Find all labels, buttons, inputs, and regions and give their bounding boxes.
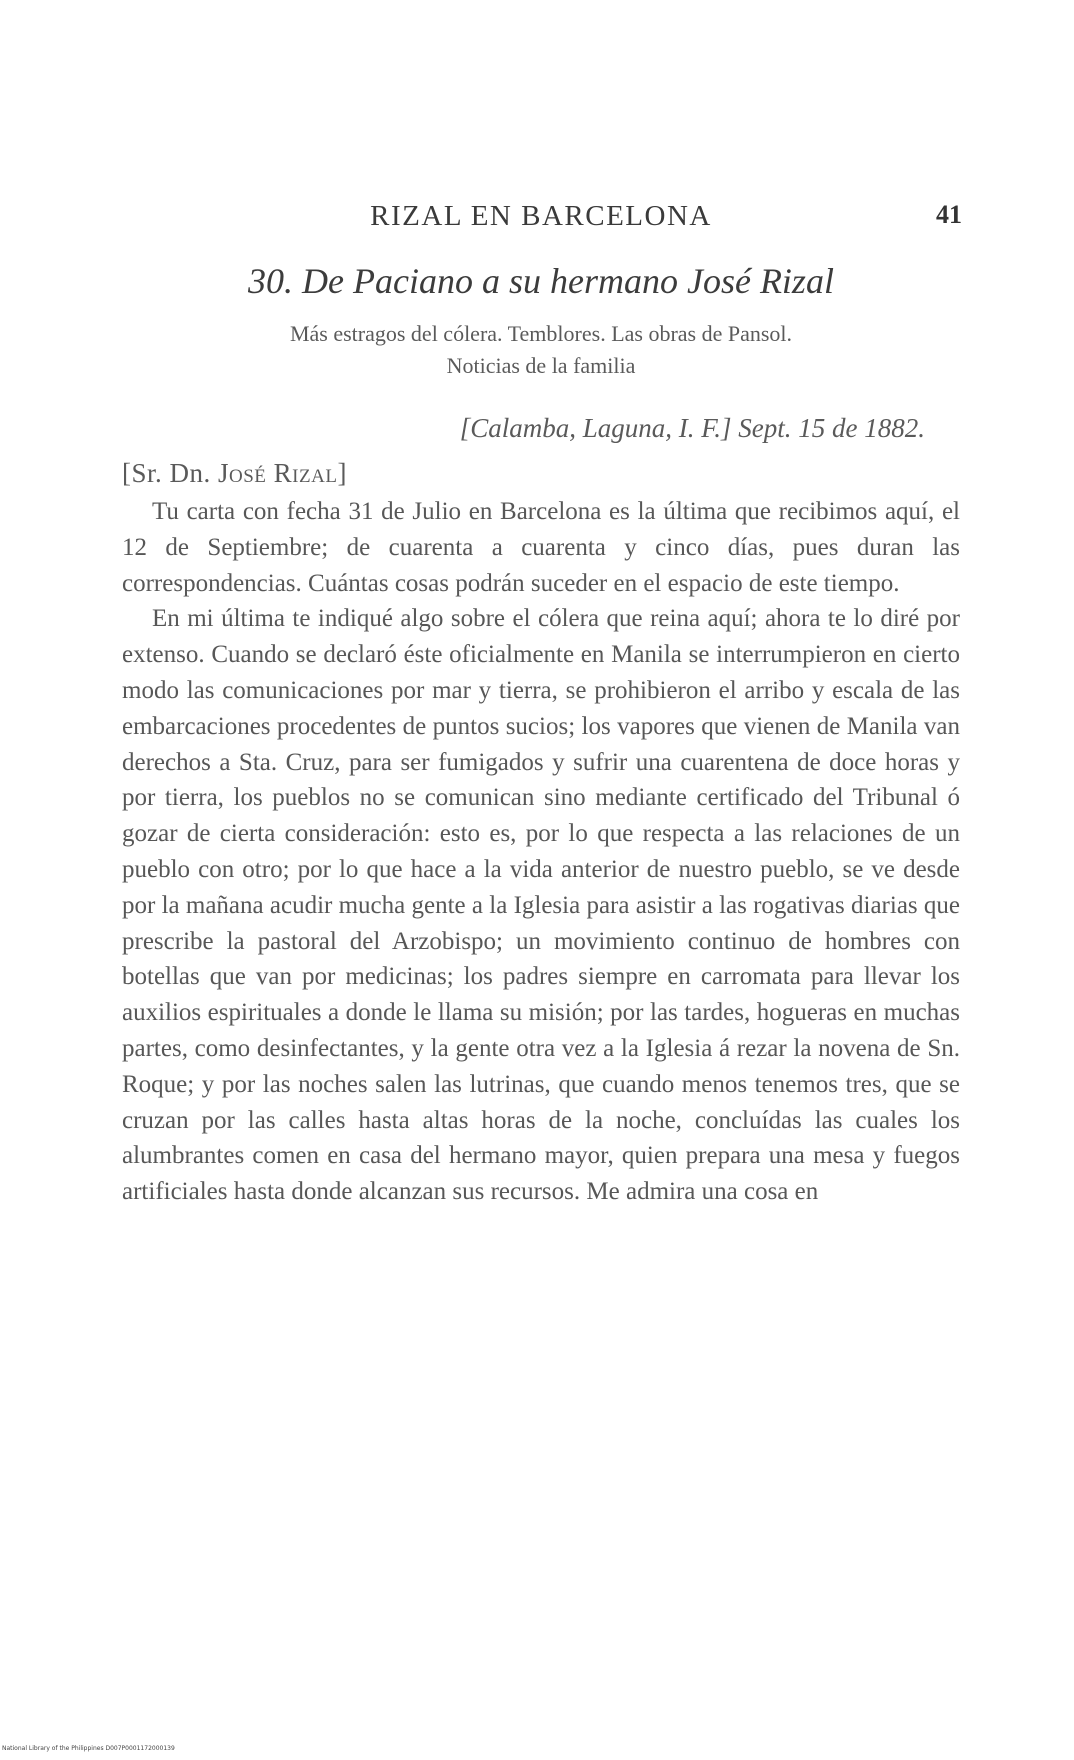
letter-heading: 30. De Paciano a su hermano José Rizal [248, 261, 834, 301]
summary-line-2: Noticias de la familia [446, 353, 636, 378]
summary-line-1: Más estragos del cólera. Temblores. Las obras de Pansol. [289, 321, 793, 346]
running-head [120, 200, 962, 240]
salutation-prefix: [Sr. Dn. [122, 458, 219, 488]
paragraph-1: Tu carta con fecha 31 de Julio en Barcelona es la última que recibimos aquí, el 12 de Septiembre; de cuarenta a cuarenta y cinco días, pues duran las correspondencias. Cuántas cosas podrán suceder en el espacio de este tiempo. [122, 498, 960, 597]
salutation-name: José Rizal [218, 458, 338, 488]
paragraph-2: En mi última te indiqué algo sobre el cólera que reina aquí; ahora te lo diré por extenso. Cuando se declaró éste oficialmente en Manila se interrumpieron en cierto modo las comunicaciones por mar y tierra, se prohibieron el arribo y escala de las embarcaciones procedentes de puntos sucios; los vapores que vienen de Manila van derechos a Sta. Cruz, para ser fumigados y sufrir una cuarentena de doce horas y por tierra, los pueblos no se comunican sino mediante certificado del Tribunal ó gozar de cierta consideración: esto es, por lo que respecta a las relaciones de un pueblo con otro; por lo que hace a la vida anterior de nuestro pueblo, se ve desde por la mañana acudir mucha gente a la Iglesia para asistir a las rogativas diarias que prescribe la pastoral del Arzobispo; un movimiento continuo de hombres con botellas que van por medicinas; los padres siempre en carromata para llevar los auxilios espirituales a donde le llama su misión; por las tardes, hogueras en muchas partes, como desinfectantes, y la gente otra vez a la Iglesia á rezar la novena de Sn. Roque; y por las noches salen las lutrinas, que cuando menos tenemos tres, que se cruzan por las calles hasta altas horas de la noche, concluídas las cuales los alumbrantes comen en casa del hermano mayor, quien prepara una mesa y fuegos artificiales hasta donde alcanzan sus recursos. Me admira una cosa en [122, 605, 960, 1206]
dateline: [Calamba, Laguna, I. F.] Sept. 15 de 1882. [459, 413, 925, 443]
footer-credit: National Library of the Philippines D007P0001172000139 [2, 1745, 175, 1752]
salutation-suffix: ] [337, 458, 347, 488]
letter-summary [120, 318, 962, 382]
letter-body [122, 494, 960, 1210]
page-number: 41 [936, 200, 962, 229]
salutation [122, 458, 347, 489]
running-title: RIZAL EN BARCELONA [370, 200, 712, 232]
